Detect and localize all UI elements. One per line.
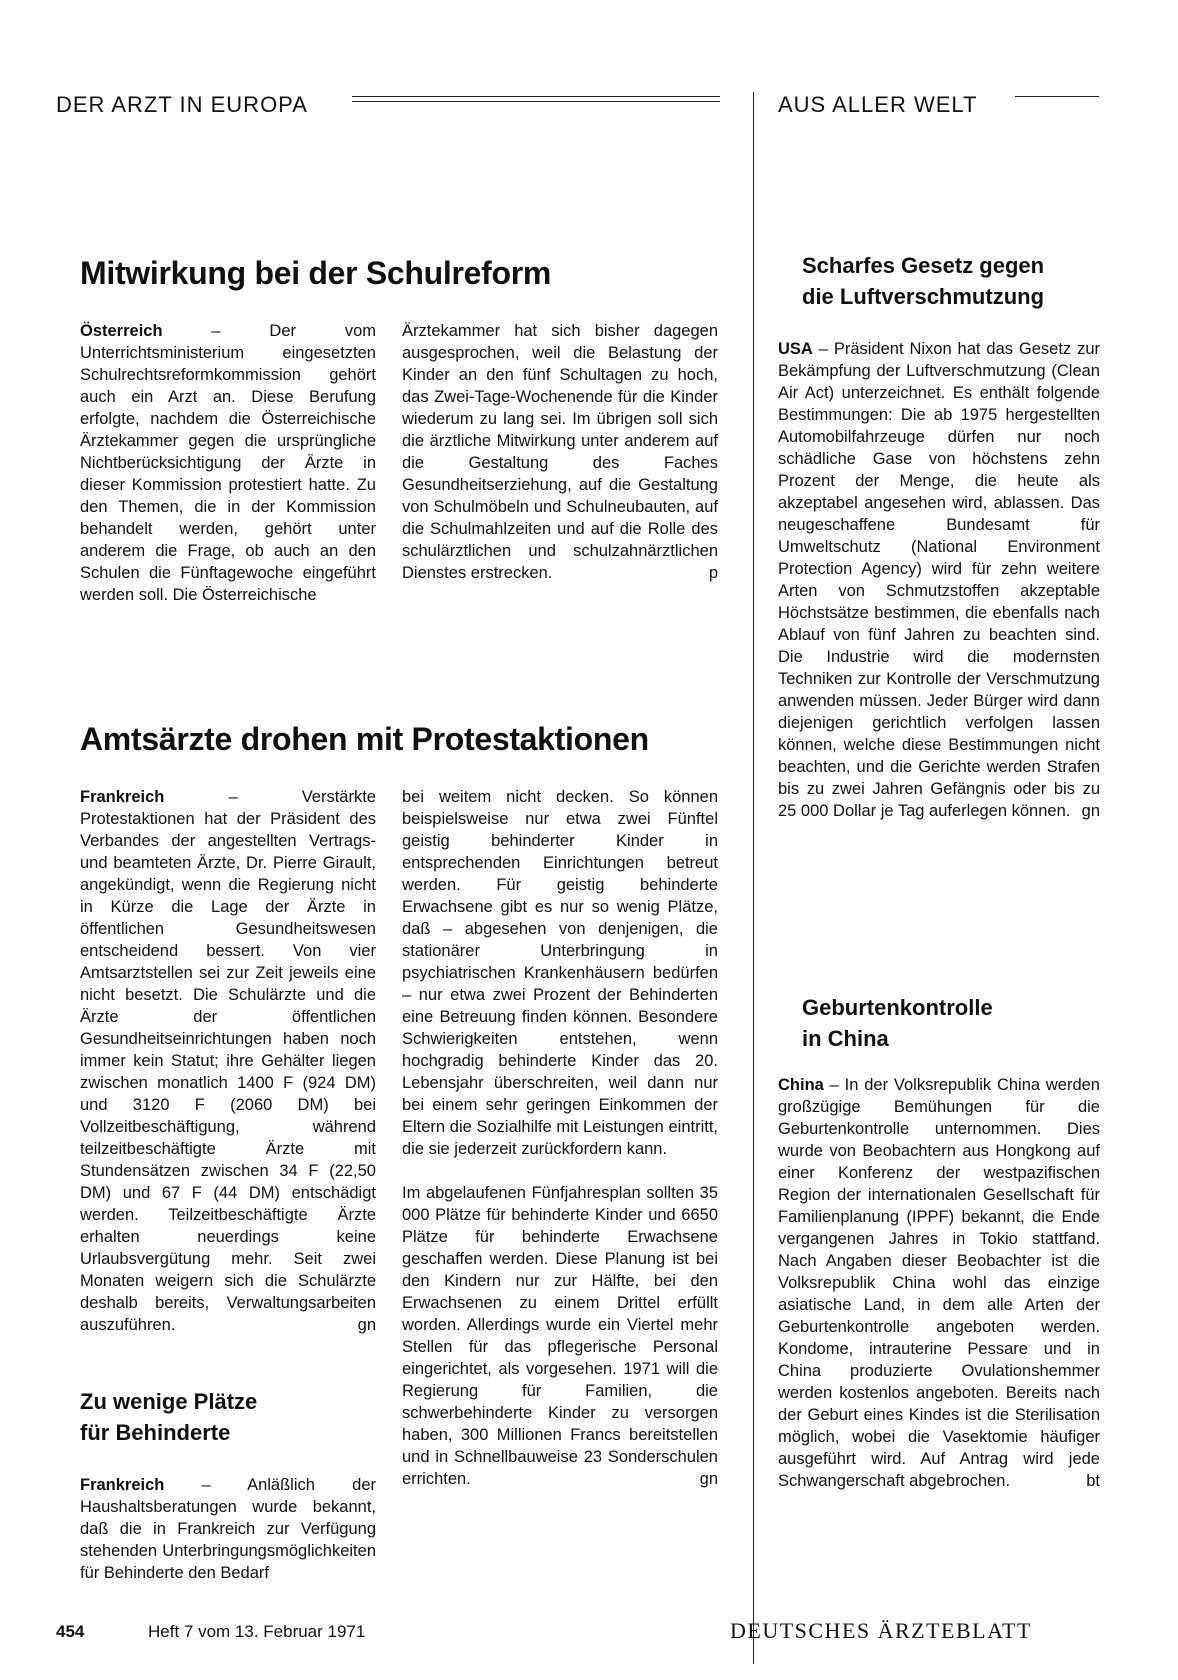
article-title-line: Geburtenkontrolle [802,995,993,1020]
header-rule-right [1015,96,1099,97]
article-text: – Präsident Nixon hat das Gesetz zur Bekämpfung der Luftverschmutzung (Clean Air Act) unterzeichnet. Es enthält folgende Bestimmungen: Die ab 1975 hergestellten Automobilfahrzeuge dürfen nur noch schädliche Gase von höchstens zehn Prozent der Menge, die heute als akzeptabel angesehen wird, ablassen. Das neugeschaffene Bundesamt für Umweltschutz (National Environment Protection Agency) wird für zehn weitere Arten von Schmutzstoffen akzeptable Höchstsätze bestimmen, die ebenfalls nach Ablauf von fünf Jahren zu beachten sind. Die Industrie wird die modernsten Techniken zur Kontrolle der Verschmutzung anwenden müssen. Jeder Bürger wird dann diejenigen gerichtlich verfolgen lassen können, welche diese Bestimmungen nicht beachten, und die Gerichte werden Strafen bis zu zwei Jahren Gefängnis oder bis zu 25 000 Dollar je Tag auferlegen können. [778,340,1100,820]
author-signature: gn [1081,802,1100,820]
article-lead: China [778,1076,824,1094]
article-body-schulreform-col1 [80,320,376,606]
article-body-schulreform-col2 [402,320,718,584]
article-body-behinderte-col2 [402,786,718,1490]
article-text: – In der Volksrepublik China werden großzügige Bemühungen für die Geburtenkontrolle unternommen. Dies wurde von Beobachtern aus Hongkong auf einer Konferenz der westpazifischen Region der internationalen Gesellschaft für Familienplanung (IPPF) bekannt, die Ende vergangenen Jahres in Tokio stattfand. Nach Angaben dieser Beobachter ist die Volksrepublik China wohl das einzige asiatische Land, in dem alle Arten der Geburtenkontrolle angeboten werden. Kondome, intrauterine Pessare und in China produzierte Ovulationshemmer werden kostenlos angeboten. Bereits nach der Geburt eines Kindes ist die Sterilisation möglich, wobei die Vasektomie häufiger ausgeführt wird. Auf Antrag wird jede Schwangerschaft abgebrochen. [778,1076,1100,1490]
section-label-left: DER ARZT IN EUROPA [56,92,308,117]
article-body-amtsaerzte [80,786,376,1336]
page-number: 454 [56,1622,85,1641]
article-title-amtsaerzte: Amtsärzte drohen mit Protestaktionen [80,721,649,757]
article-body-china [778,1074,1100,1492]
article-body-luft [778,338,1100,822]
author-signature: bt [1086,1472,1100,1490]
article-body-behinderte-col1 [80,1474,376,1584]
article-text: Ärztekammer hat sich bisher dagegen ausgesprochen, weil die Belastung der Kinder an den fünf Schultagen zu hoch, das Zwei-Tage-Wochenende für die Kinder wiederum zu lang sei. Im übrigen soll sich die ärztliche Mitwirkung unter anderem auf die Gestaltung des Faches Gesundheitserziehung, auf die Gestaltung von Schulmöbeln und Schulneubauten, auf die Schulmahlzeiten und auf die Rolle des schulärztlichen und schulzahnärztlichen Dienstes erstrecken. [402,322,718,582]
article-title-schulreform: Mitwirkung bei der Schulreform [80,255,552,291]
publication-brand: DEUTSCHES ÄRZTEBLATT [730,1618,1032,1643]
article-title-behinderte [80,1386,257,1448]
article-title-line: für Behinderte [80,1420,231,1445]
article-lead: Frankreich [80,1476,165,1494]
author-signature: gn [357,1316,376,1334]
article-text: Im abgelaufenen Fünfjahresplan sollten 35 000 Plätze für behinderte Kinder und 6650 Plätze für behinderte Erwachsene geschaffen werden. Diese Planung ist bei den Kindern nur zur Hälfte, bei den Erwachsenen zu einem Drittel erfüllt worden. Allerdings wurde ein Viertel mehr Stellen für das pflegerische Personal eingerichtet, als vorgesehen. 1971 will die Regierung für Familien, die schwerbehinderte Kinder zu versorgen haben, 300 Millionen Francs bereitstellen und in Schnellbauweise 23 Sonderschulen errichten. [402,1184,718,1488]
column-divider [753,92,754,1664]
article-title-line: Zu wenige Plätze [80,1389,258,1414]
article-paragraph: bei weitem nicht decken. So können beispielsweise nur etwa zwei Fünftel geistig behinderter Kinder in entsprechenden Einrichtungen betreut werden. Für geistig behinderte Erwachsene gibt es nur so wenig Plätze, daß – abgesehen von denjenigen, die stationärer Unterbringung in psychiatrischen Krankenhäusern bedürfen – nur etwa zwei Prozent der Behinderten eine Betreuung finden können. Besondere Schwierigkeiten entstehen, wenn hochgradig behinderte Kinder das 20. Lebensjahr überschreiten, weil dann nur bei einem sehr geringen Einkommen der Eltern die Sozialhilfe mit Leistungen eintritt, die sie jederzeit zurückfordern kann. [402,788,718,1158]
section-label-right: AUS ALLER WELT [778,92,978,117]
article-text: – Anläßlich der Haushaltsberatungen wurde bekannt, daß die in Frankreich zur Verfügung stehenden Unterbringungsmöglichkeiten für Behinderte den Bedarf [80,1476,376,1582]
header-rule-left-2 [352,101,720,102]
article-title-china [802,992,993,1054]
article-title-line: Scharfes Gesetz gegen [802,253,1045,278]
article-lead: Österreich [80,322,163,340]
article-title-line: in China [802,1026,889,1051]
article-title-line: die Luftverschmutzung [802,284,1045,309]
article-text: – Der vom Unterrichtsministerium eingesetzten Schulrechtsreformkommission gehört auch ein Arzt an. Diese Berufung erfolgte, nachdem die Österreichische Ärztekammer gegen die ursprüngliche Nichtberücksichtigung der Ärzte in dieser Kommission protestiert hatte. Zu den Themen, die in der Kommission behandelt werden, gehört unter anderem die Frage, ob auch an den Schulen die Fünftagewoche eingeführt werden soll. Die Österreichische [80,322,376,604]
article-text: – Verstärkte Protestaktionen hat der Präsident des Verbandes der angestellten Vertrags- und beamteten Ärzte, Dr. Pierre Girault, angekündigt, wenn die Regierung nicht in Kürze die Lage der Ärzte in öffentlichen Gesundheitswesen entscheidend bessert. Von vier Amtsarztstellen sei zur Zeit jeweils eine nicht besetzt. Die Schulärzte und die Ärzte der öffentlichen Gesundheitseinrichtungen haben noch immer kein Statut; ihre Gehälter liegen zwischen monatlich 1400 F (924 DM) und 3120 F (2060 DM) bei Vollzeitbeschäftigung, während teilzeitbeschäftigte Ärzte mit Stundensätzen zwischen 34 F (22,50 DM) und 67 F (44 DM) entschädigt werden. Teilzeitbeschäftigte Ärzte erhalten neuerdings keine Urlaubsvergütung mehr. Seit zwei Monaten weigern sich die Schulärzte deshalb bereits, Verwaltungsarbeiten auszuführen. [80,788,376,1334]
header-rule-left [352,96,720,97]
author-signature: gn [699,1470,718,1488]
article-lead: Frankreich [80,788,165,806]
article-title-luft [802,250,1044,312]
issue-info: Heft 7 vom 13. Februar 1971 [148,1622,366,1641]
author-signature: p [708,564,718,582]
article-lead: USA [778,340,813,358]
